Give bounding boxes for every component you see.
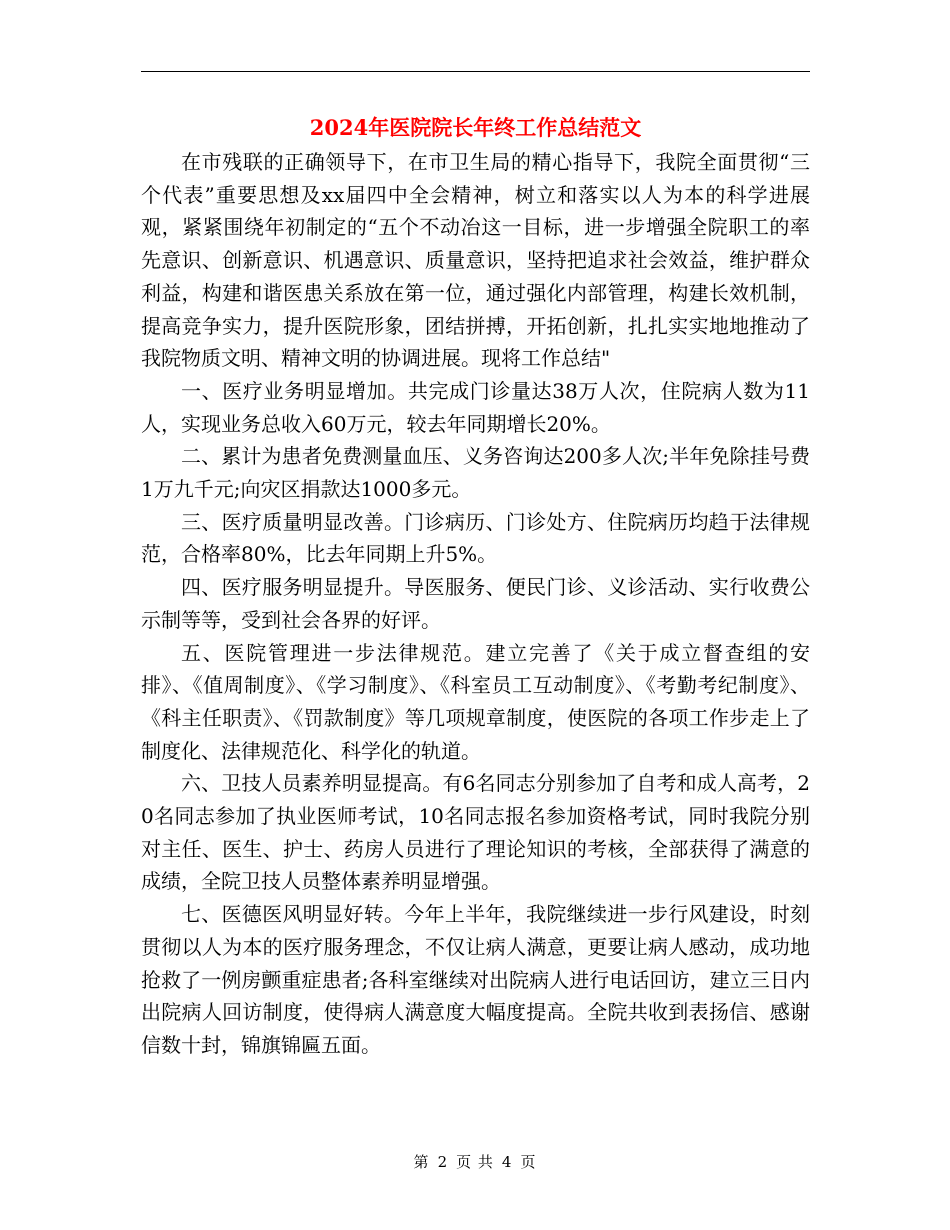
footer-prefix: 第 bbox=[413, 1153, 430, 1171]
footer-suffix: 页 bbox=[520, 1153, 537, 1171]
paragraph-item-3: 三、医疗质量明显改善。门诊病历、门诊处方、住院病历均趋于法律规范，合格率80%，比去年同期上升5%。 bbox=[141, 509, 810, 567]
page-footer bbox=[0, 1150, 950, 1174]
header-rule bbox=[141, 71, 810, 72]
footer-page-number: 2 bbox=[437, 1153, 449, 1171]
document-body bbox=[141, 146, 810, 1062]
paragraph-item-7: 七、医德医风明显好转。今年上半年，我院继续进一步行风建设，时刻贯彻以人为本的医疗服务理念，不仅让病人满意，更要让病人感动，成功地抢救了一例房颤重症患者;各科室继续对出院病人进行电话回访，建立三日内出院病人回访制度，使得病人满意度大幅度提高。全院共收到表扬信、感谢信数十封，锦旗锦匾五面。 bbox=[141, 902, 810, 1057]
paragraph-item-6: 六、卫技人员素养明显提高。有6名同志分别参加了自考和成人高考，20名同志参加了执业医师考试，10名同志报名参加资格考试，同时我院分别对主任、医生、护士、药房人员进行了理论知识的考核，全部获得了满意的成绩，全院卫技人员整体素养明显增强。 bbox=[141, 771, 810, 894]
paragraph-item-2: 二、累计为患者免费测量血压、义务咨询达200多人次;半年免除挂号费1万九千元;向灾区捐款达1000多元。 bbox=[141, 444, 810, 502]
paragraph-item-1: 一、医疗业务明显增加。共完成门诊量达38万人次，住院病人数为11人，实现业务总收入60万元，较去年同期增长20%。 bbox=[141, 378, 810, 436]
paragraph-intro: 在市残联的正确领导下，在市卫生局的精心指导下，我院全面贯彻“三个代表”重要思想及xx届四中全会精神，树立和落实以人为本的科学进展观，紧紧围绕年初制定的“五个不动冶这一目标，进一步增强全院职工的率先意识、创新意识、机遇意识、质量意识，坚持把追求社会效益，维护群众利益，构建和谐医患关系放在第一位，通过强化内部管理，构建长效机制，提高竞争实力，提升医院形象，团结拼搏，开拓创新，扎扎实实地地推动了我院物质文明、精神文明的协调进展。现将工作总结" bbox=[141, 150, 810, 371]
paragraph-item-5: 五、医院管理进一步法律规范。建立完善了《关于成立督查组的安排》、《值周制度》、《学习制度》、《科室员工互动制度》、《考勤考纪制度》、《科主任职责》、《罚款制度》等几项规章制度，使医院的各项工作步走上了制度化、法律规范化、科学化的轨道。 bbox=[141, 640, 810, 763]
footer-middle: 页 共 bbox=[456, 1153, 494, 1171]
footer-total-pages: 4 bbox=[501, 1153, 513, 1171]
paragraph-item-4: 四、医疗服务明显提升。导医服务、便民门诊、义诊活动、实行收费公示制等等，受到社会各界的好评。 bbox=[141, 575, 810, 632]
document-title: 2024年医院院长年终工作总结范文 bbox=[309, 115, 642, 140]
